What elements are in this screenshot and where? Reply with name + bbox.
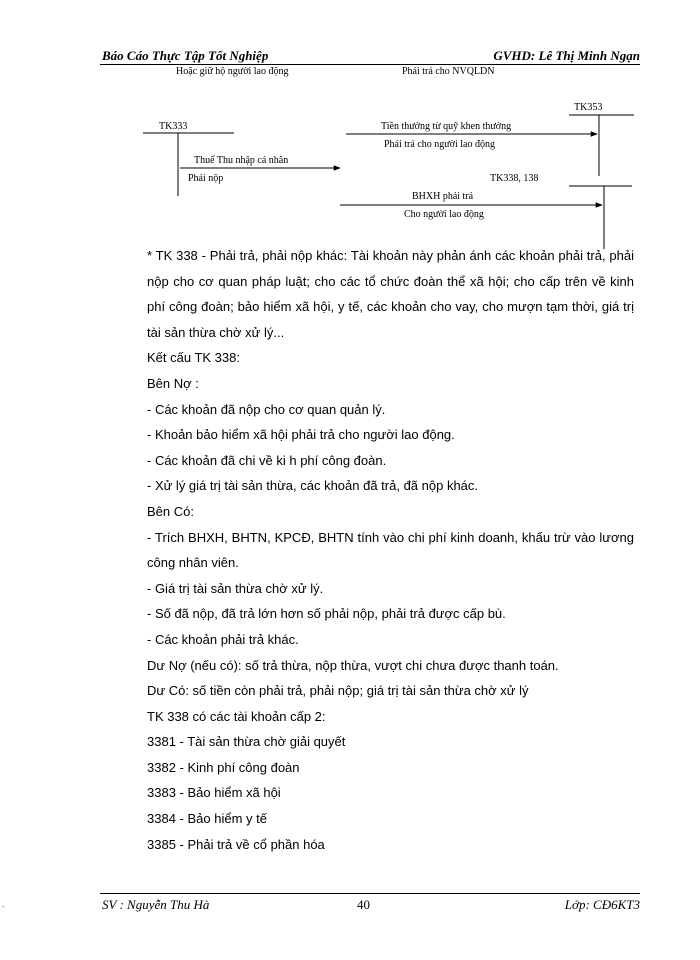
credit-balance: Dư Có: số tiền còn phải trả, phải nộp; giá trị tài sản thừa chờ xử lý [147,683,529,699]
sub-account-item: 3383 - Bảo hiểm xã hội [147,785,281,801]
credit-item: - Trích BHXH, BHTN, KPCĐ, BHTN tính vào chi phí kinh doanh, khấu trừ vào lương công nhân viên. [147,529,634,571]
credit-item: - Giá trị tài sản thừa chờ xử lý. [147,580,324,596]
footer-class: Lớp: CĐ6KT3 [564,897,640,912]
footer-student: SV : Nguyễn Thu Hà [102,897,210,912]
arrow3-top-label: BHXH phải trả [412,191,474,202]
sub-account-item: 3382 - Kinh phí công đoàn [147,759,300,775]
label-tk338-138: TK338, 138 [490,173,539,184]
header-supervisor: GVHD: Lê Thị Minh Ngạn [493,48,640,63]
body-text [147,243,634,857]
arrow1-bottom-label: Phải trả cho người lao động [384,139,495,150]
footer-divider [100,893,640,894]
debit-item: - Khoản bảo hiểm xã hội phải trả cho người lao động. [147,427,455,443]
debit-item: - Các khoản đã chi về ki h phí công đoàn. [147,452,387,468]
credit-item: - Các khoản phải trả khác. [147,631,299,647]
debit-item: - Các khoản đã nộp cho cơ quan quản lý. [147,401,386,417]
note-payable-nvqldn: Phải trả cho NVQLDN [402,66,495,77]
arrow2-top-label: Thuế Thu nhập cá nhân [194,155,289,166]
credit-item: - Số đã nộp, đã trả lớn hơn số phải nộp, phải trả được cấp bù. [147,606,506,622]
sub-account-item: 3384 - Bảo hiểm y tế [147,811,267,827]
margin-mark: - [2,902,5,911]
sub-account-item: 3385 - Phải trả về cổ phần hóa [147,836,325,852]
arrow1-top-label: Tiền thưởng từ quỹ khen thưởng [381,121,512,132]
credit-heading: Bên Có: [147,503,194,519]
structure-heading: Kết cấu TK 338: [147,350,240,366]
diagram-lines [0,0,700,260]
arrow3-bottom-label: Cho người lao động [404,209,484,220]
sub-account-item: 3381 - Tài sản thừa chờ giải quyết [147,734,346,750]
header-title: Báo Cáo Thực Tập Tốt Nghiệp [102,48,269,63]
intro-paragraph: * TK 338 - Phải trả, phải nộp khác: Tài khoản này phản ánh các khoản phải trả, phải nộp cho cơ quan pháp luật; cho các tổ chức đoàn thể xã hội; cho cấp trên về kinh phí công đoàn; bảo hiểm xã hội, y tế, các khoản cho vay, cho mượn tạm thời, giá trị tài sản thừa chờ xử lý... [147,248,634,340]
debit-item: - Xử lý giá trị tài sản thừa, các khoản đã trả, đã nộp khác. [147,478,479,494]
note-hold-for-employee: Hoặc giữ hộ người lao động [176,66,289,77]
label-tk333: TK333 [159,121,188,132]
page-number: 40 [357,897,370,912]
debit-balance: Dư Nợ (nếu có): số trả thừa, nộp thừa, vượt chi chưa được thanh toán. [147,657,559,673]
debit-heading: Bên Nợ : [147,375,199,391]
arrow2-bottom-label: Phải nộp [188,173,224,184]
label-tk353: TK353 [574,102,603,113]
sub-accounts-heading: TK 338 có các tài khoản cấp 2: [147,708,326,724]
